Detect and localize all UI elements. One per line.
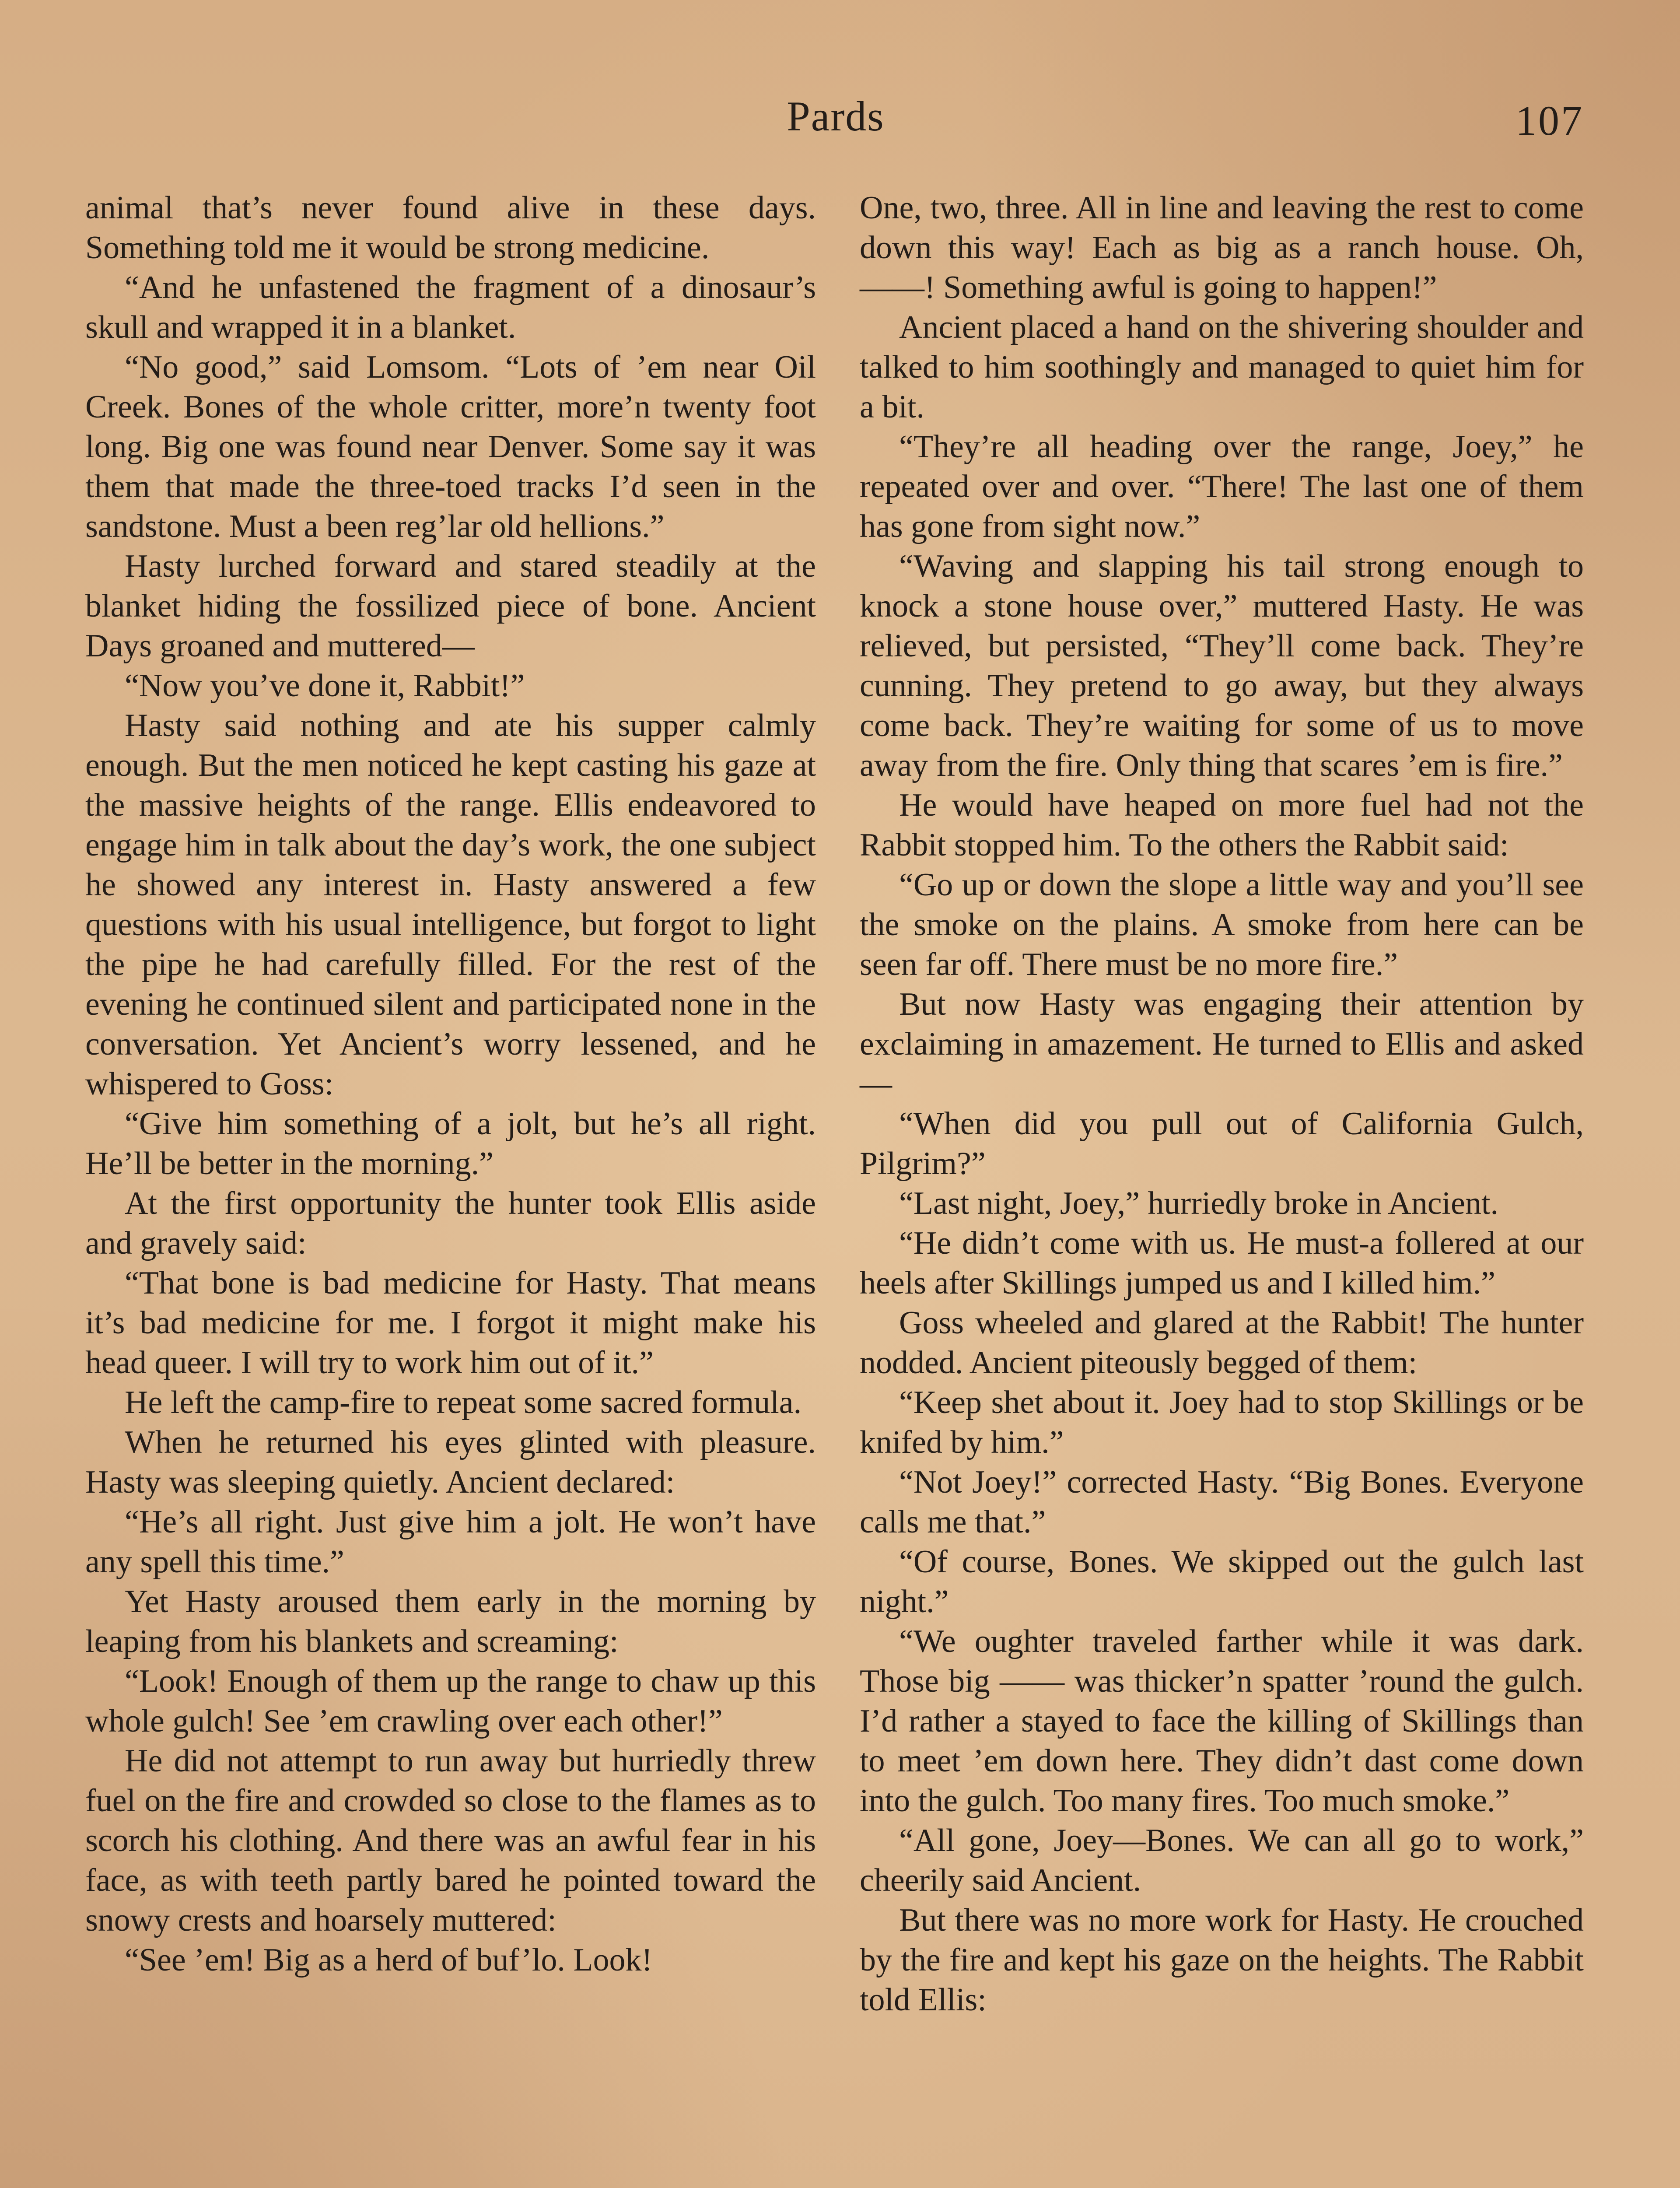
paragraph: When he returned his eyes glinted with pleasure. Hasty was sleeping quietly. Ancient declared:: [85, 1424, 816, 1500]
paragraph: “Look! Enough of them up the range to chaw up this whole gulch! See ’em crawling over each other!”: [85, 1663, 816, 1739]
paragraph: “When did you pull out of California Gulch, Pilgrim?”: [860, 1106, 1584, 1182]
paragraph: But there was no more work for Hasty. He crouched by the fire and kept his gaze on the heights. The Rabbit told Ellis:: [860, 1902, 1584, 2018]
right-column: [860, 188, 1584, 2020]
running-title: Pards: [787, 93, 885, 140]
paragraph: “We oughter traveled farther while it was dark. Those big —— was thicker’n spatter ’round the gulch. I’d rather a stayed to face the killing of Skillings than to meet ’em down here. They didn’t dast come down into the gulch. Too many fires. Too much smoke.”: [860, 1623, 1584, 1819]
paragraph: One, two, three. All in line and leaving the rest to come down this way! Each as big as a ranch house. Oh, ——! Something awful is going to happen!”: [860, 190, 1584, 305]
paragraph: “No good,” said Lomsom. “Lots of ’em near Oil Creek. Bones of the whole critter, more’n twenty foot long. Big one was found near Denver. Some say it was them that made the three-toed tracks I’d seen in the sandstone. Must a been reg’lar old hellions.”: [85, 349, 816, 544]
paragraph: He left the camp-fire to repeat some sacred formula.: [125, 1385, 802, 1420]
paragraph: Hasty lurched forward and stared steadily at the blanket hiding the fossilized piece of bone. Ancient Days groaned and muttered—: [85, 548, 816, 664]
paragraph: “All gone, Joey—Bones. We can all go to work,” cheerily said Ancient.: [860, 1823, 1584, 1898]
paragraph: “Keep shet about it. Joey had to stop Skillings or be knifed by him.”: [860, 1385, 1584, 1460]
paragraph: Hasty said nothing and ate his supper calmly enough. But the men noticed he kept casting his gaze at the massive heights of the range. Ellis endeavored to engage him in talk about the day’s work, the one subject he showed any interest in. Hasty answered a few questions with his usual intelligence, but forgot to light the pipe he had carefully filled. For the rest of the evening he continued silent and participated none in the conversation. Yet Ancient’s worry lessened, and he whispered to Goss:: [85, 708, 816, 1102]
paragraph: “Last night, Joey,” hurriedly broke in Ancient.: [899, 1185, 1499, 1221]
paragraph: animal that’s never found alive in these days. Something told me it would be strong medicine.: [85, 190, 816, 266]
paragraph: “Now you’ve done it, Rabbit!”: [125, 668, 525, 704]
left-column: [85, 188, 816, 1980]
page-header: [88, 92, 1584, 149]
paragraph: Goss wheeled and glared at the Rabbit! The hunter nodded. Ancient piteously begged of them:: [860, 1305, 1584, 1381]
paragraph: Ancient placed a hand on the shivering shoulder and talked to him soothingly and managed to quiet him for a bit.: [860, 309, 1584, 425]
paragraph: Yet Hasty aroused them early in the morning by leaping from his blankets and screaming:: [85, 1584, 816, 1659]
paragraph: “Give him something of a jolt, but he’s all right. He’ll be better in the morning.”: [85, 1106, 816, 1182]
paragraph: He would have heaped on more fuel had not the Rabbit stopped him. To the others the Rabbit said:: [860, 787, 1584, 863]
paragraph: “He’s all right. Just give him a jolt. He won’t have any spell this time.”: [85, 1504, 816, 1580]
paragraph: “That bone is bad medicine for Hasty. That means it’s bad medicine for me. I forgot it might make his head queer. I will try to work him out of it.”: [85, 1265, 816, 1381]
paragraph: “See ’em! Big as a herd of buf’lo. Look!: [125, 1942, 653, 1978]
paragraph: At the first opportunity the hunter took Ellis aside and gravely said:: [85, 1185, 816, 1261]
paragraph: “They’re all heading over the range, Joey,” he repeated over and over. “There! The last one of them has gone from sight now.”: [860, 429, 1584, 544]
paragraph: “And he unfastened the fragment of a dinosaur’s skull and wrapped it in a blanket.: [85, 270, 816, 345]
paragraph: “Not Joey!” corrected Hasty. “Big Bones. Everyone calls me that.”: [860, 1464, 1584, 1540]
page-number: 107: [1516, 97, 1584, 144]
paragraph: “Of course, Bones. We skipped out the gulch last night.”: [860, 1544, 1584, 1620]
paragraph: “Go up or down the slope a little way and you’ll see the smoke on the plains. A smoke from here can be seen far off. There must be no more fire.”: [860, 867, 1584, 982]
paragraph: “He didn’t come with us. He must-a follered at our heels after Skillings jumped us and I killed him.”: [860, 1225, 1584, 1301]
paragraph: He did not attempt to run away but hurriedly threw fuel on the fire and crowded so close to the flames as to scorch his clothing. And there was an awful fear in his face, as with teeth partly bared he pointed toward the snowy crests and hoarsely muttered:: [85, 1743, 816, 1938]
paragraph: “Waving and slapping his tail strong enough to knock a stone house over,” muttered Hasty. He was relieved, but persisted, “They’ll come back. They’re cunning. They pretend to go away, but they always come back. They’re waiting for some of us to move away from the fire. Only thing that scares ’em is fire.”: [860, 548, 1584, 783]
paragraph: But now Hasty was engaging their attention by exclaiming in amazement. He turned to Ellis and asked—: [860, 986, 1584, 1102]
